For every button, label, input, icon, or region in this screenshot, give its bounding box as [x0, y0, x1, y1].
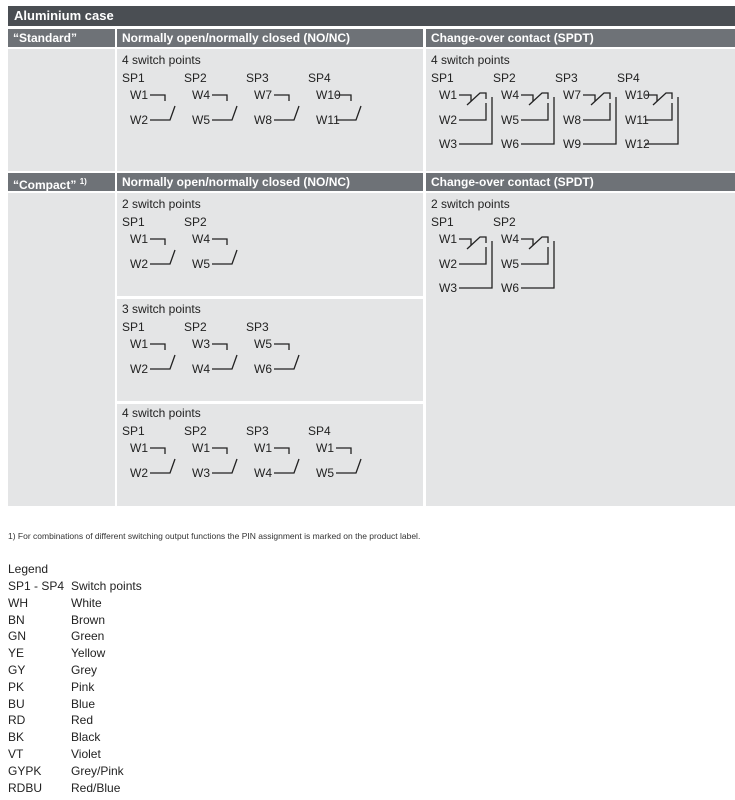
compact-spdt-count: 2 switch points [431, 197, 510, 211]
standard-spdt-pin-label: W7 [563, 88, 581, 102]
compact-nonc-2-pin-label: W2 [130, 257, 148, 271]
standard-spdt-pin-label: W1 [439, 88, 457, 102]
compact-spdt-pin-label: W5 [501, 257, 519, 271]
standard-spdt-pin-label: W11 [625, 113, 649, 127]
legend-code: GY [8, 663, 26, 677]
standard-nonc-pin-label: W1 [130, 88, 148, 102]
standard-nonc-contact-blade [150, 106, 175, 120]
legend-meaning: Brown [71, 612, 106, 627]
standard-spdt-pin-label: W12 [625, 137, 650, 151]
compact-nonc-3-pin-label: W2 [130, 362, 148, 376]
standard-spdt-pin-label: W2 [439, 113, 457, 127]
standard-spdt-pin-label: W9 [563, 137, 581, 151]
legend-code: GN [8, 629, 26, 644]
legend-code: WH [8, 595, 28, 610]
standard-spdt-pin-label: W4 [501, 88, 519, 102]
standard-nonc-contact-top [150, 95, 165, 101]
compact-nonc-3-contact-top [150, 344, 165, 350]
compact-nonc-3-pin-label: W5 [254, 337, 272, 351]
compact-nonc-3-pin-label: W3 [192, 337, 210, 351]
legend-code: PK [8, 679, 25, 694]
standard-spdt-contact-common-link [583, 103, 610, 120]
compact-spdt-contact-nc [459, 239, 471, 245]
compact-spdt-header: Change-over contact (SPDT) [426, 173, 735, 191]
standard-nonc-pin-label: W10 [316, 88, 341, 102]
legend-meaning: Pink [71, 679, 95, 694]
compact-nonc-4-count: 4 switch points [122, 406, 201, 420]
legend-meaning: Black [71, 730, 101, 745]
legend-meaning: Violet [71, 747, 101, 761]
compact-nonc-2-pin-label: W5 [192, 257, 210, 271]
standard-nonc-sp-label: SP4 [308, 71, 331, 85]
compact-nonc-4-contact-top [274, 448, 289, 454]
compact-nonc-4-pin-label: W2 [130, 466, 148, 480]
standard-nonc-contact-top [212, 95, 227, 101]
compact-nonc-4-pin-label: W1 [130, 441, 148, 455]
compact-nonc-4-pin-label: W3 [192, 466, 210, 480]
legend-meaning: White [71, 595, 102, 610]
compact-spdt-sp-label: SP2 [493, 215, 516, 229]
standard-spdt-pin-label: W3 [439, 137, 457, 151]
standard-nonc-contact-blade [274, 106, 299, 120]
standard-spdt-pin-label: W6 [501, 137, 519, 151]
compact-nonc-3-contact-blade [274, 355, 299, 369]
compact-nonc-2-count: 2 switch points [122, 197, 201, 211]
standard-nonc-pin-label: W2 [130, 113, 148, 127]
compact-nonc-3-sp-label: SP1 [122, 320, 145, 334]
compact-nonc-4-contact-top [150, 448, 165, 454]
standard-spdt-sp-label: SP2 [493, 71, 516, 85]
standard-nonc-pin-label: W11 [316, 113, 340, 127]
compact-nonc-4-contact-blade [336, 459, 361, 473]
compact-nonc-3-pin-label: W6 [254, 362, 272, 376]
compact-nonc-4-sp-label: SP1 [122, 424, 145, 438]
compact-nonc-2-contact-blade [212, 250, 237, 264]
compact-spdt-pin-label: W6 [501, 281, 519, 295]
standard-spdt-contact-nc [521, 95, 533, 101]
compact-spdt-pin-label: W1 [439, 232, 457, 246]
legend-meaning: Grey [71, 663, 98, 677]
compact-spdt-pin-label: W2 [439, 257, 457, 271]
compact-nonc-4-sp-label: SP2 [184, 424, 207, 438]
standard-nonc-header: Normally open/normally closed (NO/NC) [117, 29, 423, 47]
standard-spdt-contact-common-link [645, 103, 672, 120]
compact-nonc-4-contact-top [336, 448, 351, 454]
legend-meaning: Grey/Pink [71, 763, 124, 778]
compact-nonc-4-pin-label: W1 [254, 441, 272, 455]
compact-spdt-contact-common-link [459, 247, 486, 264]
standard-spdt-contact-nc [583, 95, 595, 101]
compact-nonc-2-sp-label: SP2 [184, 215, 207, 229]
standard-spdt-contact-common-link [521, 103, 548, 120]
compact-footnote-ref: 1) [79, 177, 87, 186]
standard-spdt-pin-label: W5 [501, 113, 519, 127]
table-title: Aluminium case [8, 6, 735, 26]
compact-nonc-4-contact-blade [274, 459, 299, 473]
standard-nonc-contact-top [274, 95, 289, 101]
legend-meaning: Green [71, 629, 105, 644]
standard-nonc-sp-label: SP1 [122, 71, 145, 85]
compact-spdt-pin-label: W4 [501, 232, 519, 246]
legend-code: BN [8, 612, 25, 627]
standard-nonc-pin-label: W7 [254, 88, 272, 102]
legend-meaning: Red [71, 713, 94, 728]
compact-nonc-3-pin-label: W4 [192, 362, 210, 376]
compact-label-text: “Compact” [13, 178, 77, 192]
standard-label-text: “Standard” [13, 31, 78, 45]
standard-nonc-pin-label: W8 [254, 113, 272, 127]
standard-spdt-sp-label: SP4 [617, 71, 640, 85]
compact-nonc-4-contact-blade [212, 459, 237, 473]
legend-code: RDBU [8, 780, 43, 795]
legend-meaning: Switch points [71, 579, 142, 593]
standard-spdt-contact-nc [459, 95, 471, 101]
legend-code: GYPK [8, 763, 42, 778]
standard-spdt-pin-label: W8 [563, 113, 581, 127]
compact-spdt-contact-nc [521, 239, 533, 245]
legend-code: BK [8, 730, 25, 745]
compact-nonc-4-pin-label: W5 [316, 466, 334, 480]
compact-nonc-header: Normally open/normally closed (NO/NC) [117, 173, 423, 191]
standard-nonc-sp-label: SP2 [184, 71, 207, 85]
standard-spdt-sp-label: SP1 [431, 71, 454, 85]
compact-nonc-3-contact-top [274, 344, 289, 350]
legend-code: RD [8, 713, 26, 728]
compact-nonc-3-sp-label: SP3 [246, 320, 269, 334]
legend-meaning: Red/Blue [71, 780, 121, 795]
standard-nonc-pin-label: W5 [192, 113, 210, 127]
compact-spdt-pin-label: W3 [439, 281, 457, 295]
compact-nonc-4-pin-label: W4 [254, 466, 272, 480]
compact-nonc-4-pin-label: W1 [316, 441, 334, 455]
standard-nonc-sp-label: SP3 [246, 71, 269, 85]
standard-spdt-header: Change-over contact (SPDT) [426, 29, 735, 47]
compact-nonc-4-sp-label: SP3 [246, 424, 269, 438]
standard-spdt-count: 4 switch points [431, 53, 510, 67]
compact-spdt-contact-common-link [521, 247, 548, 264]
compact-nonc-2-sp-label: SP1 [122, 215, 145, 229]
legend-code: SP1 - SP4 [8, 579, 65, 593]
legend-title: Legend [8, 562, 49, 576]
compact-nonc-4-pin-label: W1 [192, 441, 210, 455]
compact-nonc-3-contact-blade [212, 355, 237, 369]
compact-nonc-2-contact-top [212, 239, 227, 245]
legend-meaning: Yellow [71, 646, 106, 661]
compact-nonc-3-pin-label: W1 [130, 337, 148, 351]
footnote: 1) For combinations of different switching output functions the PIN assignment is marked on the product label. [8, 531, 421, 541]
legend-code: BU [8, 696, 25, 711]
compact-nonc-3-contact-top [212, 344, 227, 350]
compact-nonc-4-contact-top [212, 448, 227, 454]
standard-spdt-sp-label: SP3 [555, 71, 578, 85]
standard-nonc-count: 4 switch points [122, 53, 201, 67]
compact-nonc-4-contact-blade [150, 459, 175, 473]
standard-nonc-pin-label: W4 [192, 88, 210, 102]
compact-nonc-4-sp-label: SP4 [308, 424, 331, 438]
compact-nonc-3-sp-label: SP2 [184, 320, 207, 334]
standard-spdt-pin-label: W10 [625, 88, 650, 102]
compact-nonc-3-contact-blade [150, 355, 175, 369]
standard-spdt-contact-common-link [459, 103, 486, 120]
standard-nonc-contact-blade [212, 106, 237, 120]
compact-spdt-sp-label: SP1 [431, 215, 454, 229]
legend-meaning: Blue [71, 696, 96, 711]
compact-nonc-2-pin-label: W4 [192, 232, 210, 246]
compact-nonc-2-contact-blade [150, 250, 175, 264]
compact-nonc-2-contact-top [150, 239, 165, 245]
legend-code: YE [8, 646, 25, 661]
legend-code: VT [8, 747, 24, 761]
compact-nonc-3-count: 3 switch points [122, 302, 201, 316]
compact-nonc-2-pin-label: W1 [130, 232, 148, 246]
